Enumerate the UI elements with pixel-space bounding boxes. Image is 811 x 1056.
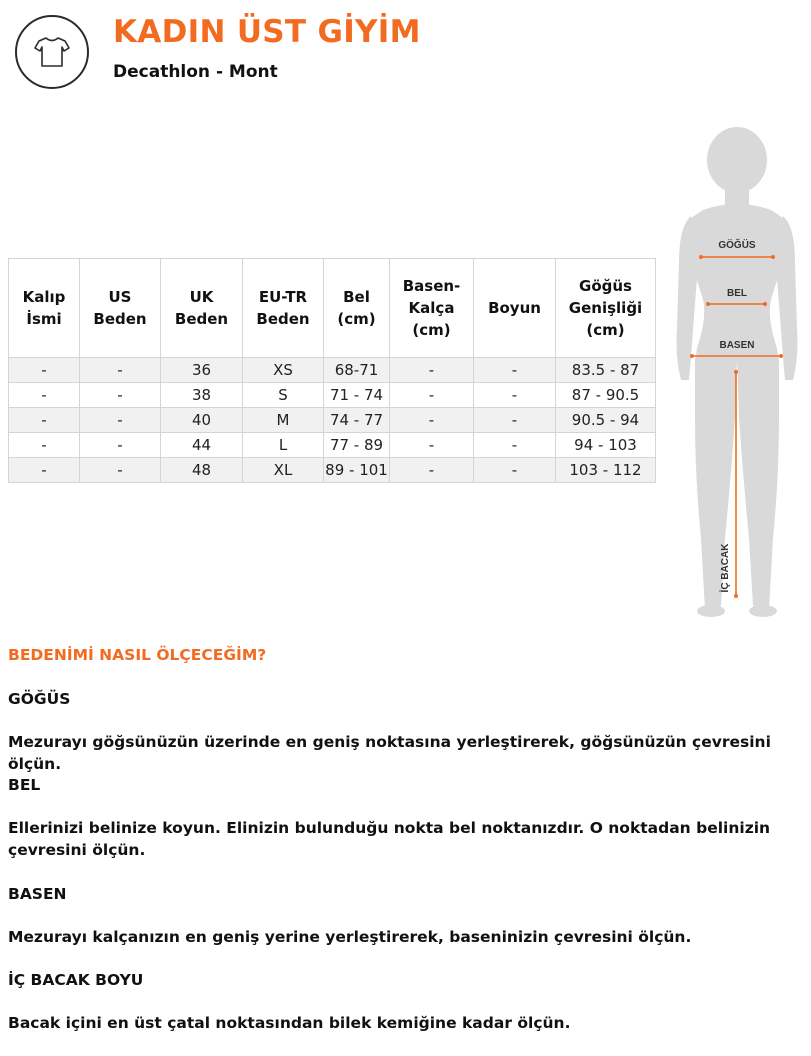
table-cell: - xyxy=(390,458,474,483)
column-header: Boyun xyxy=(474,259,556,358)
table-cell: - xyxy=(390,358,474,383)
page-title: KADIN ÜST GİYİM xyxy=(113,14,421,50)
table-cell: - xyxy=(390,383,474,408)
column-header: Basen- Kalça (cm) xyxy=(390,259,474,358)
measure-dot xyxy=(734,594,738,598)
table-row xyxy=(9,458,656,483)
measure-dot xyxy=(690,354,694,358)
measure-dot xyxy=(763,302,767,306)
table-cell: 74 - 77 xyxy=(324,408,390,433)
column-header: UK Beden xyxy=(161,259,243,358)
column-header: Kalıp İsmi xyxy=(9,259,80,358)
table-cell: 94 - 103 xyxy=(556,433,656,458)
table-row xyxy=(9,408,656,433)
table-cell: L xyxy=(243,433,324,458)
table-cell: XL xyxy=(243,458,324,483)
table-row xyxy=(9,433,656,458)
column-header: Bel (cm) xyxy=(324,259,390,358)
table-cell: - xyxy=(80,458,161,483)
table-cell: 44 xyxy=(161,433,243,458)
waist-label: BEL xyxy=(727,288,747,299)
table-cell: - xyxy=(80,358,161,383)
column-header: US Beden xyxy=(80,259,161,358)
table-cell: - xyxy=(474,383,556,408)
table-cell: 68-71 xyxy=(324,358,390,383)
table-cell: - xyxy=(9,408,80,433)
table-cell: M xyxy=(243,408,324,433)
hip-instructions: Mezurayı kalçanızın en geniş yerine yerleştirerek, baseninizin çevresini ölçün. xyxy=(8,928,692,946)
table-cell: - xyxy=(390,433,474,458)
chest-label: GÖĞÜS xyxy=(718,240,756,251)
table-cell: 40 xyxy=(161,408,243,433)
table-cell: - xyxy=(9,458,80,483)
tshirt-icon xyxy=(33,35,71,69)
inseam-title: İÇ BACAK BOYU xyxy=(8,971,144,989)
table-cell: 90.5 - 94 xyxy=(556,408,656,433)
table-cell: - xyxy=(9,383,80,408)
table-cell: - xyxy=(80,408,161,433)
table-cell: 103 - 112 xyxy=(556,458,656,483)
size-table xyxy=(8,258,656,483)
table-cell: - xyxy=(474,433,556,458)
table-cell: 38 xyxy=(161,383,243,408)
measure-dot xyxy=(706,302,710,306)
waist-instructions: Ellerinizi belinize koyun. Elinizin bulunduğu nokta bel noktanızdır. O noktadan belinizin çevresini ölçün. xyxy=(8,819,771,859)
chest-title: GÖĞÜS xyxy=(8,690,71,708)
table-cell: - xyxy=(390,408,474,433)
inseam-label: İÇ BACAK xyxy=(720,543,731,593)
table-cell: 89 - 101 xyxy=(324,458,390,483)
hip-label: BASEN xyxy=(719,340,755,351)
table-cell: 48 xyxy=(161,458,243,483)
inseam-instructions: Bacak içini en üst çatal noktasından bilek kemiğine kadar ölçün. xyxy=(8,1014,571,1032)
table-row xyxy=(9,358,656,383)
body-measurement-figure xyxy=(665,118,811,623)
measure-dot xyxy=(699,255,703,259)
hip-title: BASEN xyxy=(8,885,67,903)
table-cell: - xyxy=(80,433,161,458)
table-cell: 77 - 89 xyxy=(324,433,390,458)
table-cell: 71 - 74 xyxy=(324,383,390,408)
table-cell: - xyxy=(474,358,556,383)
guide-heading: BEDENİMİ NASIL ÖLÇECEĞİM? xyxy=(8,646,267,664)
table-cell: - xyxy=(474,458,556,483)
measure-dot xyxy=(779,354,783,358)
table-cell: 36 xyxy=(161,358,243,383)
table-cell: S xyxy=(243,383,324,408)
measure-dot xyxy=(734,370,738,374)
column-header: EU-TR Beden xyxy=(243,259,324,358)
table-cell: - xyxy=(9,358,80,383)
table-header-row xyxy=(9,259,656,358)
page-subtitle: Decathlon - Mont xyxy=(113,62,278,82)
table-row xyxy=(9,383,656,408)
chest-instructions: Mezurayı göğsünüzün üzerinde en geniş noktasına yerleştirerek, göğsünüzün çevresini ölçün. xyxy=(8,733,771,773)
table-cell: - xyxy=(80,383,161,408)
measure-dot xyxy=(771,255,775,259)
table-cell: - xyxy=(474,408,556,433)
column-header: Göğüs Genişliği (cm) xyxy=(556,259,656,358)
table-cell: XS xyxy=(243,358,324,383)
table-cell: - xyxy=(9,433,80,458)
table-cell: 83.5 - 87 xyxy=(556,358,656,383)
waist-title: BEL xyxy=(8,776,41,794)
category-logo xyxy=(15,15,89,89)
table-cell: 87 - 90.5 xyxy=(556,383,656,408)
